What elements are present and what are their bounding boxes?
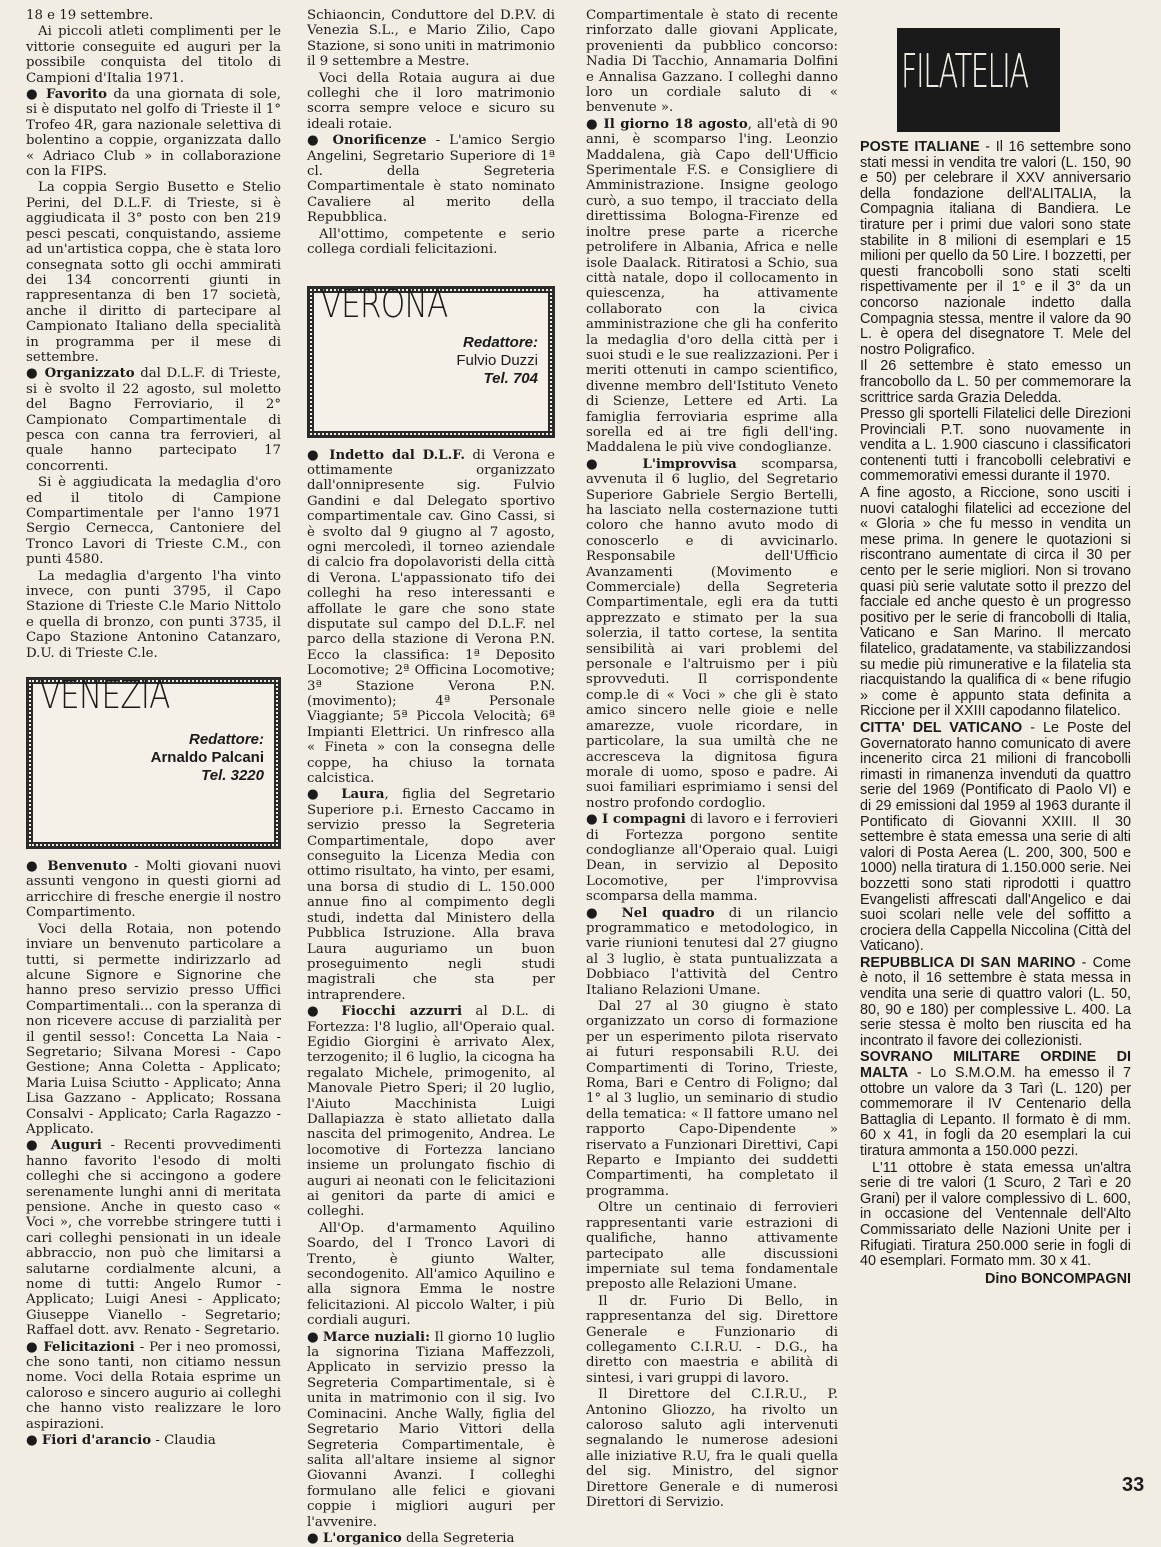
paragraph-text: A fine agosto, a Riccione, sono usciti i nuovi cataloghi filatelici ad eccezione del « Gloria » che fu messo in vendita un mese prima. In genere le quotazioni si riscontrano aumentate di circa il 30 per cento per le serie migliori. Non si trovano quasi più serie valutate sotto il prezzo del facciale ed anche questo è un progresso positivo per le serie di francobolli di Italia, Vaticano e San Marino. Il mercato filatelico, gradatamente, va stabilizzandosi su medie più rimunerative e la filatelia sta riacquistando la qualifica di « bene rifugio » come è appunto stata definita a Riccione per il XXIII capodanno filatelico. xyxy=(860,485,1131,720)
col4-paragraph xyxy=(860,1050,1131,1159)
col1b-paragraph xyxy=(26,859,281,921)
paragraph-text: , figlia del Segretario Superiore p.i. Ernesto Caccamo in servizio presso la Segreteria Compartimentale, dopo aver conseguito la Licenza Media con ottimo risultato, ha vinto, per esami, una borsa di studio di L. 150.000 annue fino al compimento degli studi, indetta dal Ministero della Pubblica Istruzione. Alla brava Laura auguriamo un buon proseguimento negli studi magistrali che sta per intraprendere. xyxy=(307,787,555,1003)
bullet-icon: ● xyxy=(26,1339,44,1355)
col3-paragraph xyxy=(586,457,838,811)
paragraph-lead: Fiori d'arancio xyxy=(41,1433,152,1449)
col1b-paragraph xyxy=(26,922,281,1138)
col1b-paragraph xyxy=(26,1340,281,1432)
paragraph-lead: L'organico xyxy=(322,1530,402,1546)
col3-paragraph xyxy=(586,906,838,998)
paragraph-text: - Recenti provvedimenti hanno favorito l'esodo di molti colleghi che si accingono a godere serenamente lunghi anni di meritata pensione. Anche in questo caso « Voci », che vorrebbe stringere tutti i cari colleghi pensionati in un ideale abbraccio, non può che limitarsi a salutarne cordialmente alcuni, a nome di tutti: Angelo Rumor - Applicato; Luigi Anesi - Applicato; Giuseppe Vianello - Segretario; Raffael dott. avv. Renato - Segretario. xyxy=(26,1138,281,1339)
col3-paragraph xyxy=(586,812,838,904)
paragraph-text: Il giorno 10 luglio la signorina Tiziana Maffezzoli, Applicato in servizio presso la Segreteria Compartimentale, si è unita in matrimonio con il sig. Ivo Cominacini. Anche Wally, figlia del Segretario Mario Vittori della Segreteria Compartimentale, è salita all'altare insieme al signor Giovanni Avanzi. I colleghi formulano alle felici e giovani coppie i migliori auguri per l'avvenire. xyxy=(307,1329,555,1530)
col3-paragraph xyxy=(586,999,838,1199)
verona-box xyxy=(307,281,555,438)
col3-paragraph xyxy=(586,1294,838,1386)
paragraph-lead: Organizzato xyxy=(44,366,135,382)
column-2 xyxy=(307,8,555,1547)
paragraph-text: All'Op. d'armamento Aquilino Soardo, del I Tronco Lavori di Trento, è giunto Walter, secondogenito. All'amico Aquilino e alla signora Emma le nostre felicitazioni. Al piccolo Walter, i più cordiali auguri. xyxy=(307,1220,555,1329)
bullet-icon: ● xyxy=(307,1329,323,1345)
paragraph-lead: Felicitazioni xyxy=(43,1339,135,1355)
paragraph-lead: Indetto dal D.L.F. xyxy=(329,447,466,463)
col1-bottom xyxy=(26,859,281,1448)
paragraph-lead: L'improvvisa xyxy=(642,456,737,472)
paragraph-text: - Le Poste del Governatorato hanno comunicato di avere incenerito circa 21 milioni di francobolli rimasti in rimanenza invenduti da quattro serie del 1969 (Pontificato di Paolo VI) e di 29 emissioni dal 1959 al 1963 durante il Pontificato di Giovanni XXIII. Il 30 settembre è stata emessa una serie di alti valori di Posta Aerea (L. 200, 300, 500 e 1000) nella tiratura di 1.150.000 serie. Nei bozzetti sono stati riprodotti i quattro Evangelisti affrescati dall'Angelico e dai suoi scolari nelle vele del soffitto a crociera della Cappella Niccolina (Città del Vaticano). xyxy=(860,719,1131,955)
paragraph-text: Si è aggiudicata la medaglia d'oro ed il titolo di Campione Compartimentale per l'anno 1971 Sergio Cernecca, Cantoniere del Tronco Lavori di Trieste C.M., con punti 4580. xyxy=(26,475,281,568)
venezia-title: VENEZIA xyxy=(39,673,170,718)
filatelia-title: FILATELIA xyxy=(901,44,1028,98)
col2-paragraph xyxy=(307,227,555,258)
col1b-paragraph xyxy=(26,1138,281,1338)
verona-redattore xyxy=(314,334,548,396)
col4-body xyxy=(860,140,1131,1270)
venezia-redattore xyxy=(33,731,274,793)
paragraph-text: - Molti giovani nuovi assunti vengono in questi giorni ad arricchire di fresche energie il nostro Compartimento. xyxy=(26,859,281,921)
paragraph-lead: Benvenuto xyxy=(47,859,128,875)
col4-paragraph xyxy=(860,956,1131,1050)
paragraph-text: - Lo S.M.O.M. ha emesso il 7 ottobre un valore da 3 Tarì (L. 120) per commemorare il IV Centenario della Battaglia di Lepanto. Il formato è di mm. 60 x 41, in fogli da 20 esemplari la cui tiratura ammonta a 150.000 pezzi. xyxy=(860,1065,1131,1159)
paragraph-text: - Per i neo promossi, che sono tanti, non citiamo nessun nome. Voci della Rotaia esprime un caloroso e sincero augurio ai colleghi che hanno visto realizzare le loro aspirazioni. xyxy=(26,1339,281,1432)
col3-paragraph xyxy=(586,1387,838,1510)
col3-paragraph xyxy=(586,1200,838,1292)
venezia-tel: Tel. 3220 xyxy=(201,767,264,785)
paragraph-text: scomparsa, avvenuta il 6 luglio, del Segretario Superiore Gabriele Sergio Bertelli, ha lasciato nella costernazione tutti coloro che hanno avuto modo di conoscerlo e di avvicinarlo. Responsabile dell'Ufficio Avanzamenti (Movimento e Commerciale) della Segreteria Compartimentale, egli era da tutti apprezzato e stimato per la sua solerzia, il tatto cortese, la sentita sensibilità ai vari problemi del personale e l'altruismo per i più sprovveduti. Il corrispondente comp.le di « Voci » che gli è stato amico sincero nelle gioie e nelle amarezze, vuole ricordare, in particolare, la sua umiltà che ne accresceva la dignitosa figura morale di uomo, sposo e padre. Ai suoi familiari esprimiamo i sensi del nostro profondo cordoglio. xyxy=(586,456,838,811)
verona-title: VERONA xyxy=(320,281,448,326)
col2-paragraph xyxy=(307,71,555,133)
paragraph-text: Il 26 settembre è stato emesso un francobollo da L. 50 per commemorare la scrittrice sarda Grazia Deledda. xyxy=(860,358,1131,406)
bullet-icon: ● xyxy=(586,905,622,921)
paragraph-lead: Onorificenze xyxy=(332,133,427,149)
col4-paragraph xyxy=(860,486,1131,720)
paragraph-heading: POSTE ITALIANE xyxy=(860,139,980,155)
paragraph-lead: Il giorno 18 agosto xyxy=(603,116,748,132)
col1-paragraph xyxy=(26,569,281,661)
paragraph-text: La medaglia d'argento l'ha vinto invece, con punti 3795, il Capo Stazione di Trieste C.le Mario Nittolo e quella di bronzo, con punti 3735, il Capo Stazione Antonino Catanzaro, D.U. di Trieste C.le. xyxy=(26,568,281,661)
column-4 xyxy=(860,140,1131,1287)
paragraph-text: - Il 16 settembre sono stati messi in vendita tre valori (L. 150, 90 e 50) per celebrare il XXV anniversario della fondazione dell'ALITALIA, la Compagnia italiana di Bandiera. Le tirature per i primi due valori sono state stabilite in 8 milioni di esemplari e 15 milioni per quello da 50 Lire. I bozzetti, per questi francobolli sono stati scelti rispettivamente per il 1° e il 3° da un concorso nazionale indetto dalla Compagnia stessa, mentre il valore da 90 L. è opera del disegnatore T. Mele del nostro Poligrafico. xyxy=(860,139,1131,358)
paragraph-text: di Verona e ottimamente organizzato dall'onnipresente sig. Fulvio Gandini e dal Delegato sportivo compartimentale cav. Gino Cassi, si è svolto dal 9 giugno al 7 agosto, ogni mercoledì, il torneo aziendale di calcio fra dopolavoristi della città di Verona. L'appassionato tifo dei colleghi ha reso interessanti e affollate le gare che sono state disputate sul campo del D.L.F. nel parco della stazione di Verona P.N. Ecco la classifica: 1ª Deposito Locomotive; 2ª Officina Locomotive; 3ª Stazione Verona P.N. (movimento); 4ª Personale Viaggiante; 5ª Piccola Velocità; 6ª Impianti Elettrici. Un rinfresco alla « Fineta » con la consegna delle coppe, ha chiuso la tornata calcistica. xyxy=(307,447,555,787)
paragraph-lead: Nel quadro xyxy=(621,905,715,921)
paragraph-text: al D.L. di Fortezza: l'8 luglio, all'Operaio qual. Egidio Giorgini è arrivato Alex, terzogenito; il 6 luglio, la cicogna ha regalato Michele, primogenito, al Manovale Pietro Speri; il 20 luglio, l'Aiuto Macchinista Luigi Dallapiazza è stato allietato dalla nascita del primogenito, Andrea. Le locomotive di Fortezza lanciano insieme un prolungato fischio di auguri ai neonati con le felicitazioni ai genitori da parte di amici e colleghi. xyxy=(307,1004,555,1220)
paragraph-heading: CITTA' DEL VATICANO xyxy=(860,719,1023,736)
column-1 xyxy=(26,8,281,1450)
bullet-icon: ● xyxy=(26,1138,51,1154)
bullet-icon: ● xyxy=(26,1433,42,1449)
bullet-icon: ● xyxy=(26,859,48,875)
venezia-name: Arnaldo Palcani xyxy=(150,749,264,767)
column-3 xyxy=(586,8,838,1511)
col2b-paragraph xyxy=(307,448,555,787)
author-signature: Dino BONCOMPAGNI xyxy=(984,1270,1131,1287)
col1-paragraph xyxy=(26,87,281,179)
paragraph-text: - Come è noto, il 16 settembre è stata messa in vendita una serie di quattro valori (L. 50, 80, 90 e 180) per complessive L. 400. La serie stessa è molto ben riuscita ed ha incontrato il favore dei collezionisti. xyxy=(860,954,1131,1049)
col2-paragraph xyxy=(307,133,555,225)
paragraph-lead: Favorito xyxy=(46,87,108,103)
col2-top xyxy=(307,8,555,258)
col2b-paragraph xyxy=(307,787,555,1003)
bullet-icon: ● xyxy=(307,447,330,463)
col4-paragraph xyxy=(860,140,1131,358)
venezia-box xyxy=(26,673,281,849)
paragraph-text: Oltre un centinaio di ferrovieri rappresentanti varie estrazioni di qualifiche, hanno attivamente partecipato alle discussioni imperniate sul tema fondamentale preposto alle Relazioni Umane. xyxy=(586,1200,838,1293)
paragraph-text: dal D.L.F. di Trieste, si è svolto il 22 agosto, sul moletto del Bagno Ferroviario, il 2° Campionato Compartimentale di pesca con canna tra ferrovieri, al quale hanno partecipato 17 concorrenti. xyxy=(26,366,281,474)
paragraph-text: 18 e 19 settembre. xyxy=(26,8,154,23)
verona-tel: Tel. 704 xyxy=(483,369,538,387)
verona-redattore-label: Redattore: xyxy=(462,333,538,351)
bullet-icon: ● xyxy=(307,1004,342,1020)
col2-paragraph xyxy=(307,8,555,70)
paragraph-text: Voci della Rotaia augura ai due colleghi che il loro matrimonio scorra sempre veloce e sicuro su ideali rotaie. xyxy=(307,70,555,132)
paragraph-text: , all'età di 90 anni, è scomparso l'ing. Leonzio Maddalena, già Capo dell'Ufficio Sperimentale F.S. e Consigliere di Amministrazione. Insigne geologo curò, a suo tempo, il tracciato della direttissima Bologna-Firenze ed inoltre prese parte a ricerche petrolifere in Albania, Africa e nelle isole Daalack. Ritiratosi a Schio, sua città natale, dopo il collocamento in quiescenza, ha attivamente collaborato con la civica amministrazione che gli ha conferito la medaglia d'oro della città per i suoi studi e le sue realizzazioni. Per i meriti ottenuti in campo scientifico, divenne membro dell'Istituto Veneto di Scienze, Lettere ed Arti. La famiglia ferroviaria esprime alla sorella ed ai tre figli dell'ing. Maddalena le più vive condoglianze. xyxy=(586,116,838,456)
paragraph-text: Presso gli sportelli Filatelici delle Direzioni Provinciali P.T. sono nuovamente in vendita a L. 1.900 ciascuno i classificatori contenenti tutti i francobolli celebrativi e commemorativi emessi durante il 1970. xyxy=(860,406,1131,485)
col1-paragraph xyxy=(26,8,281,23)
paragraph-lead: Fiocchi azzurri xyxy=(341,1004,463,1020)
col4-paragraph xyxy=(860,359,1131,406)
paragraph-lead: I compagni xyxy=(601,812,686,828)
col4-paragraph xyxy=(860,721,1131,955)
paragraph-text: Voci della Rotaia, non potendo inviare un benvenuto particolare a tutti, si permette indirizzarlo ad alcune Signore e Signorine che hanno preso servizio presso Uffici Compartimentali... con la speranza di non ricevere accuse di parzialità per il gentil sesso!: Concetta La Naia - Segretario; Silvana Moresi - Capo Gestione; Anna Coletta - Applicato; Maria Luisa Sciutto - Applicato; Anna Lisa Gazzano - Applicato; Rossana Consalvi - Applicato; Carla Ragazzo - Applicato. xyxy=(26,921,281,1137)
paragraph-text: La coppia Sergio Busetto e Stelio Perini, del D.L.F. di Trieste, si è aggiudicata il 3° posto con ben 219 pesci pescati, conquistando, assieme ad un'artistica coppa, che è stata loro consegnata sotto gli occhi ammirati dei 134 concorrenti giunti in rappresentanza di ben 17 società, anche il diritto di partecipare al Campionato Italiano della specialità in programma per il mese di settembre. xyxy=(26,180,281,365)
bullet-icon: ● xyxy=(307,1530,323,1546)
col2b-paragraph xyxy=(307,1221,555,1329)
col1b-paragraph xyxy=(26,1433,281,1448)
paragraph-text: - L'amico Sergio Angelini, Segretario Superiore di 1ª cl. della Segreteria Compartimentale è stato nominato Cavaliere al merito della Repubblica. xyxy=(307,133,555,226)
col1-paragraph xyxy=(26,475,281,567)
paragraph-text: di un rilancio programmatico e metodologico, in varie riunioni tenutesi dal 27 giugno al 3 luglio, è stata puntualizzata a Dobbiaco l'attività del Centro Italiano Relazioni Umane. xyxy=(586,905,838,998)
bullet-icon: ● xyxy=(26,87,47,103)
paragraph-text: Dal 27 al 30 giugno è stato organizzato un corso di formazione per un esperimento pilota riservato ai futuri responsabili R.U. dei Compartimenti di Torino, Trieste, Roma, Bari e Centro di Foligno; dal 1° al 3 luglio, un seminario di studio della tematica: « Il fattore umano nel rapporto Capo-Dipendente » riservato a Funzionari Direttivi, Capi Reparto e Impianto dei suddetti Compartimenti, ha completato il programma. xyxy=(586,999,838,1199)
paragraph-heading: REPUBBLICA DI SAN MARINO xyxy=(860,954,1076,971)
verona-name: Fulvio Duzzi xyxy=(456,351,538,369)
paragraph-text: da una giornata di sole, si è disputato nel golfo di Trieste il 1° Trofeo 4R, gara nazionale selettiva di bolentino a coppie, organizzata dallo « Adriaco Club » in collaborazione con la FIPS. xyxy=(26,87,281,180)
paragraph-text: Compartimentale è stato di recente rinforzato dalle giovani Applicate, provenienti da pubblico concorso: Nadia Di Tacchio, Annamaria Dolfini e Annalisa Gazzano. I colleghi danno loro un cordiale saluto di « benvenute ». xyxy=(586,8,838,116)
bullet-icon: ● xyxy=(307,787,342,803)
paragraph-lead: Marce nuziali: xyxy=(322,1329,431,1345)
paragraph-text: di lavoro e i ferrovieri di Fortezza porgono sentite condoglianze all'Operaio qual. Luigi Dean, in servizio al Deposito Locomotive, per l'improvvisa scomparsa della mamma. xyxy=(586,812,838,905)
col2b-paragraph xyxy=(307,1531,555,1546)
paragraph-heading: SOVRANO MILITARE ORDINE DI MALTA xyxy=(860,1049,1131,1082)
paragraph-text: All'ottimo, competente e serio collega cordiali felicitazioni. xyxy=(307,226,555,258)
col1-top xyxy=(26,8,281,661)
col2b-paragraph xyxy=(307,1004,555,1220)
paragraph-text: L'11 ottobre è stata emessa un'altra serie di tre valori (1 Scuro, 2 Tarì e 20 Grani) per il valore complessivo di L. 600, in occasione del Ventennale dell'Alto Commissariato delle Nazioni Unite per i Rifugiati. Tiratura 250.000 serie in fogli di 40 esemplari. Formato mm. 30 x 41. xyxy=(860,1159,1131,1270)
col3-paragraph xyxy=(586,117,838,456)
bullet-icon: ● xyxy=(26,366,45,382)
col2-bottom xyxy=(307,448,555,1547)
col1-paragraph xyxy=(26,24,281,86)
paragraph-text: - Claudia xyxy=(151,1433,216,1449)
venezia-redattore-label: Redattore: xyxy=(188,731,264,749)
paragraph-lead: Auguri xyxy=(50,1138,102,1154)
paragraph-lead: Laura xyxy=(341,787,385,803)
paragraph-text: Il dr. Furio Di Bello, in rappresentanza del sig. Direttore Generale e Funzionario di collegamento C.I.R.U. - D.G., ha diretto con maestria e abilità di sintesi, i vari gruppi di lavoro. xyxy=(586,1293,838,1386)
bullet-icon: ● xyxy=(307,133,333,149)
paragraph-text: della Segreteria xyxy=(401,1530,515,1546)
col4-paragraph xyxy=(860,407,1131,485)
filatelia-heading xyxy=(897,28,1060,132)
col1-paragraph xyxy=(26,180,281,365)
bullet-icon: ● xyxy=(586,812,602,828)
bullet-icon: ● xyxy=(586,116,604,132)
paragraph-text: Schiaoncin, Conduttore del D.P.V. di Venezia S.L., e Mario Zilio, Capo Stazione, si sono uniti in matrimonio il 9 settembre a Mestre. xyxy=(307,8,555,70)
col4-paragraph xyxy=(860,1161,1131,1270)
paragraph-text: Ai piccoli atleti complimenti per le vittorie conseguite ed auguri per la possibile conquista del titolo di Campioni d'Italia 1971. xyxy=(26,24,281,86)
page-number: 33 xyxy=(1122,1474,1145,1496)
col3-paragraph xyxy=(586,8,838,116)
bullet-icon: ● xyxy=(586,456,643,472)
col3-body xyxy=(586,8,838,1510)
paragraph-text: Il Direttore del C.I.R.U., P. Antonino Gliozzo, ha rivolto un caloroso saluto agli intervenuti segnalando le numerose adesioni alle iniziative R.U, fra le quali quella del sig. Ministro, del signor Direttore Generale e di numerosi Direttori di Servizio. xyxy=(586,1387,838,1510)
col1-paragraph xyxy=(26,366,281,474)
